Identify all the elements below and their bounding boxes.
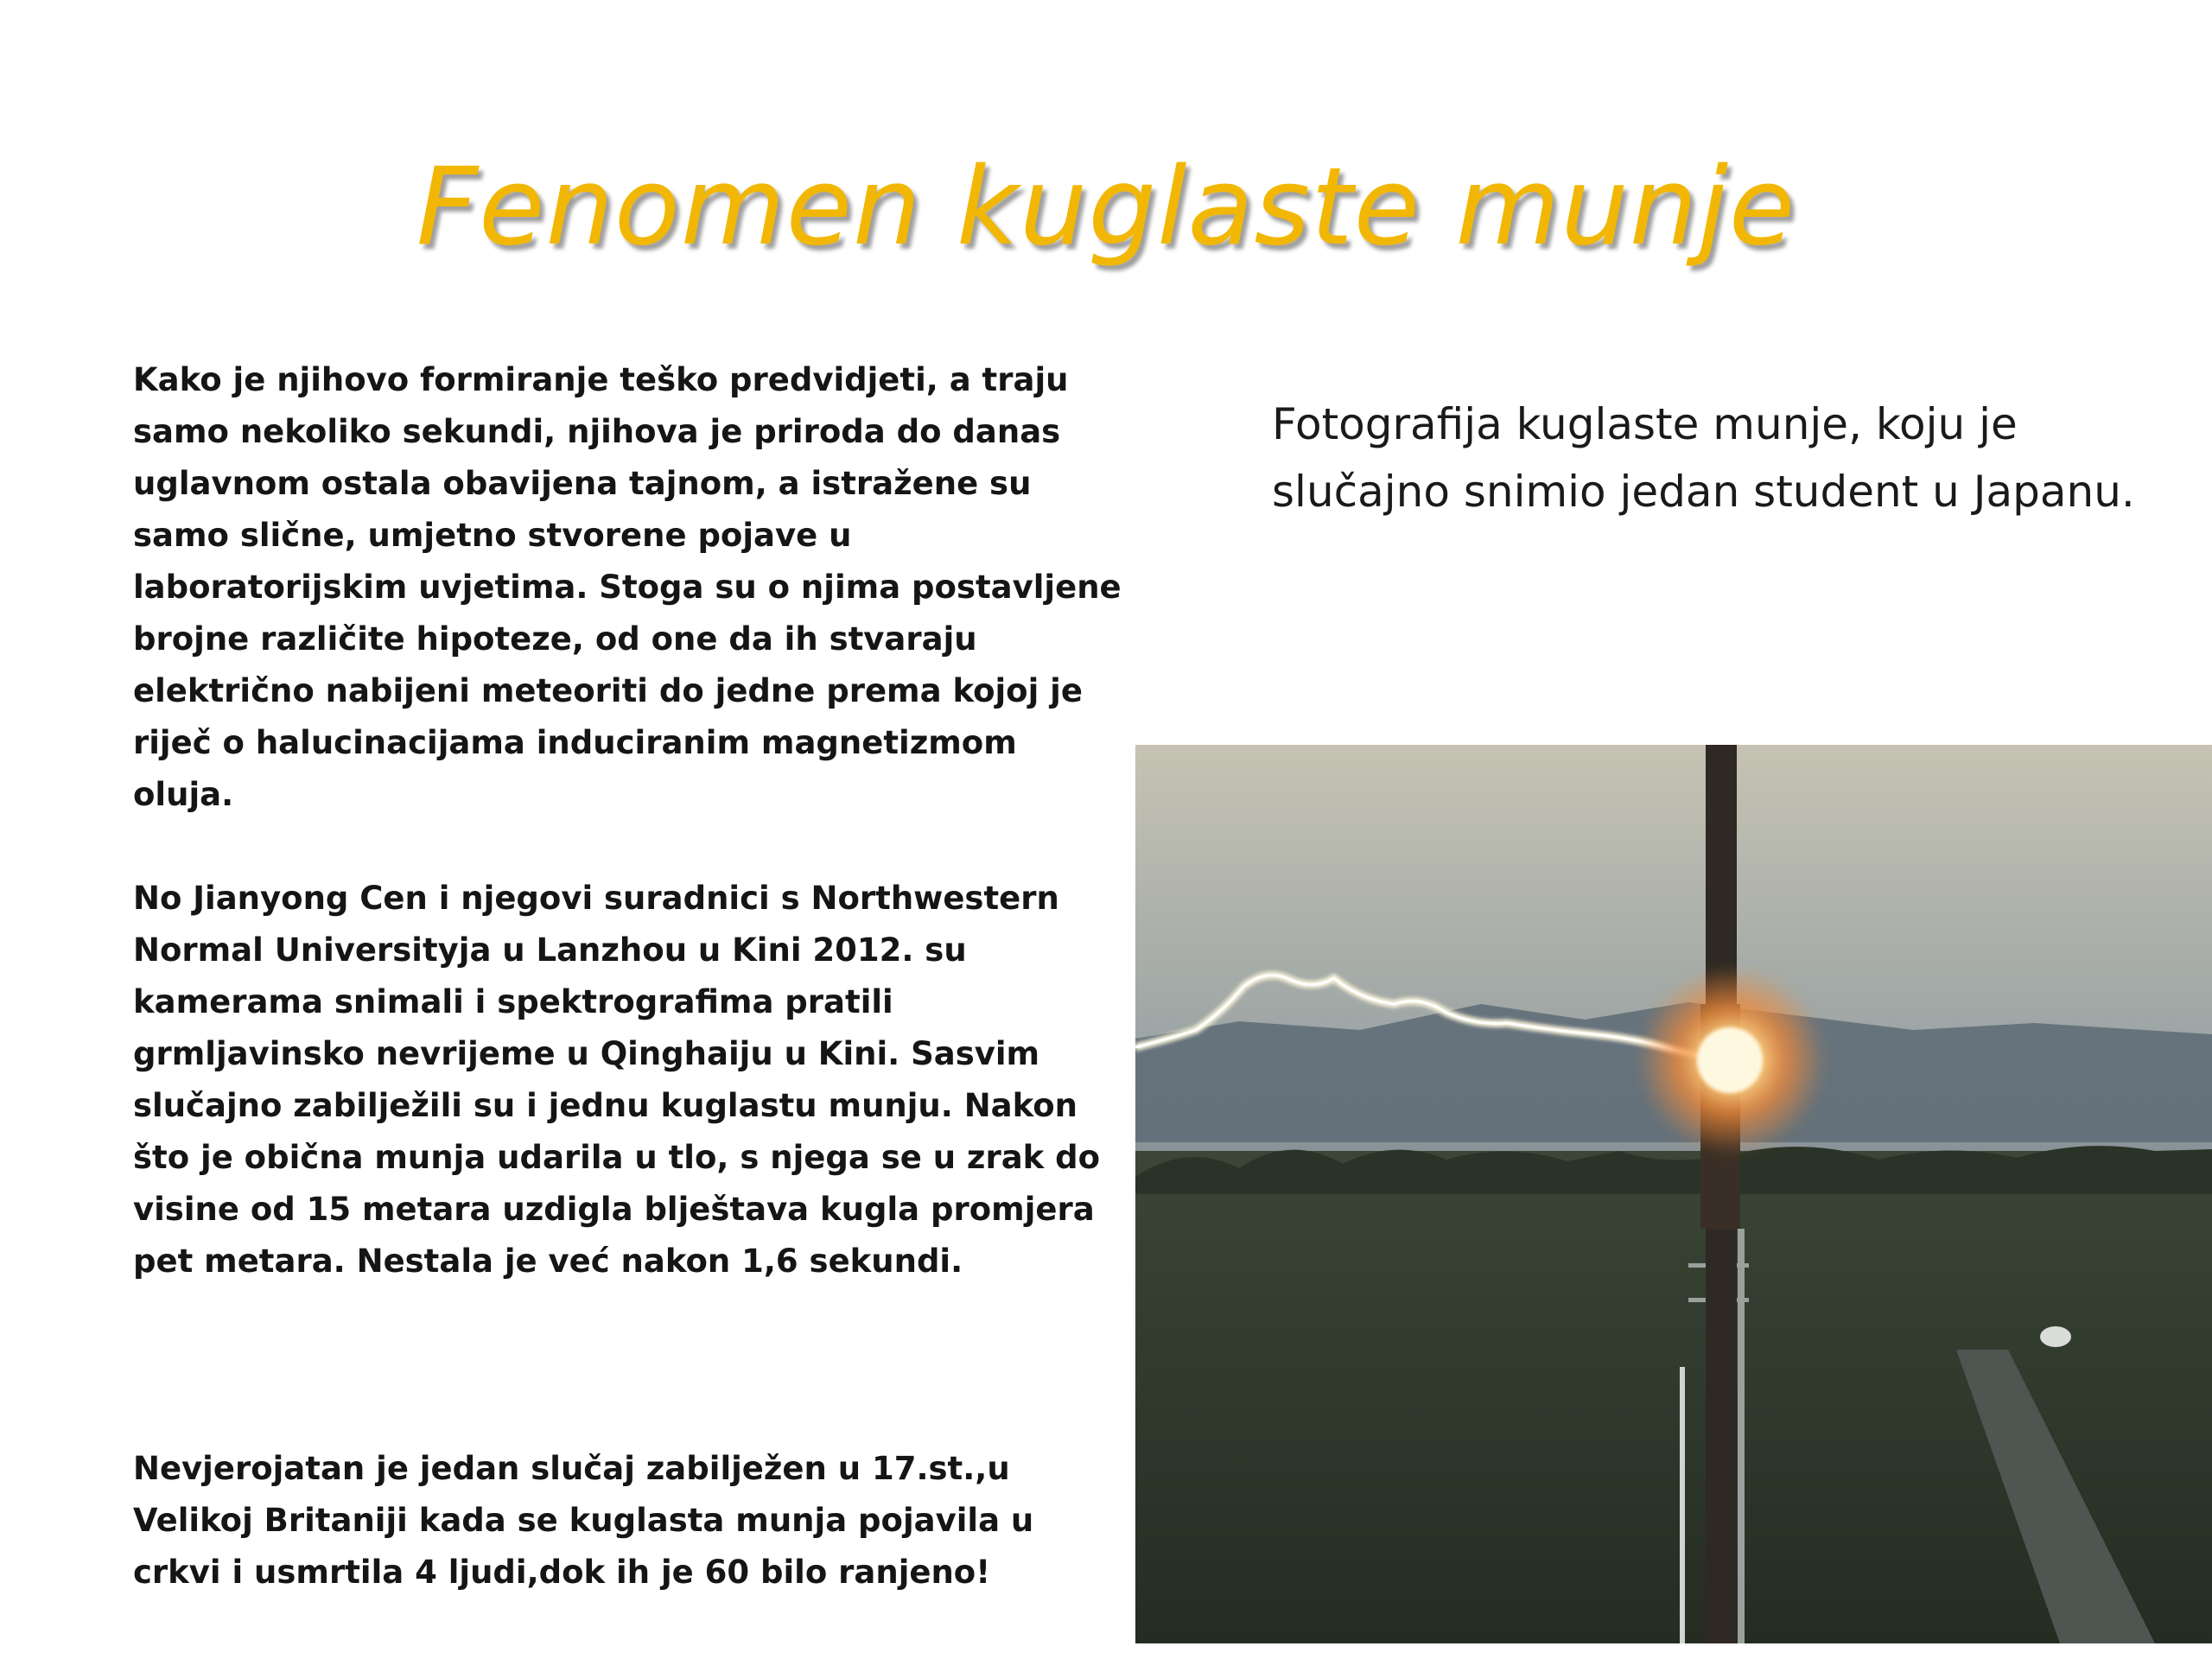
ball-lightning-photo	[1135, 745, 2212, 1643]
photo-caption: Fotografija kuglaste munje, koju je slučajno snimio jedan student u Japanu.	[1272, 399, 2135, 517]
slide-title: Fenomen kuglaste munje	[416, 145, 1796, 270]
body-text	[133, 354, 1127, 1599]
paragraph-formation: Kako je njihovo formiranje teško predvidjeti, a traju samo nekoliko sekundi, njihova je priroda do danas uglavnom ostala obavijena tajnom, a istražene su samo slične, umjetno stvorene pojave u laboratorijskim uvjetima. Stoga su o njima postavljene brojne različite hipoteze, od one da ih stvaraju električno nabijeni meteoriti do jedne prema kojoj je riječ o halucinacijama induciranim magnetizmom oluja.	[133, 361, 1122, 813]
paragraph-historical-case: Nevjerojatan je jedan slučaj zabilježen u 17.st.,u Velikoj Britaniji kada se kuglasta munja pojavila u crkvi i usmrtila 4 ljudi,dok ih je 60 bilo ranjeno!	[133, 1450, 1034, 1591]
paragraph-research: No Jianyong Cen i njegovi suradnici s Northwestern Normal Universityja u Lanzhou u Kini 2012. su kamerama snimali i spektrografima pratili grmljavinsko nevrijeme u Qinghaiju u Kini. Sasvim slučajno zabilježili su i jednu kuglastu munju. Nakon što je obična munja udarila u tlo, s njega se u zrak do visine od 15 metara uzdigla blještava kugla promjera pet metara. Nestala je već nakon 1,6 sekundi.	[133, 880, 1101, 1280]
